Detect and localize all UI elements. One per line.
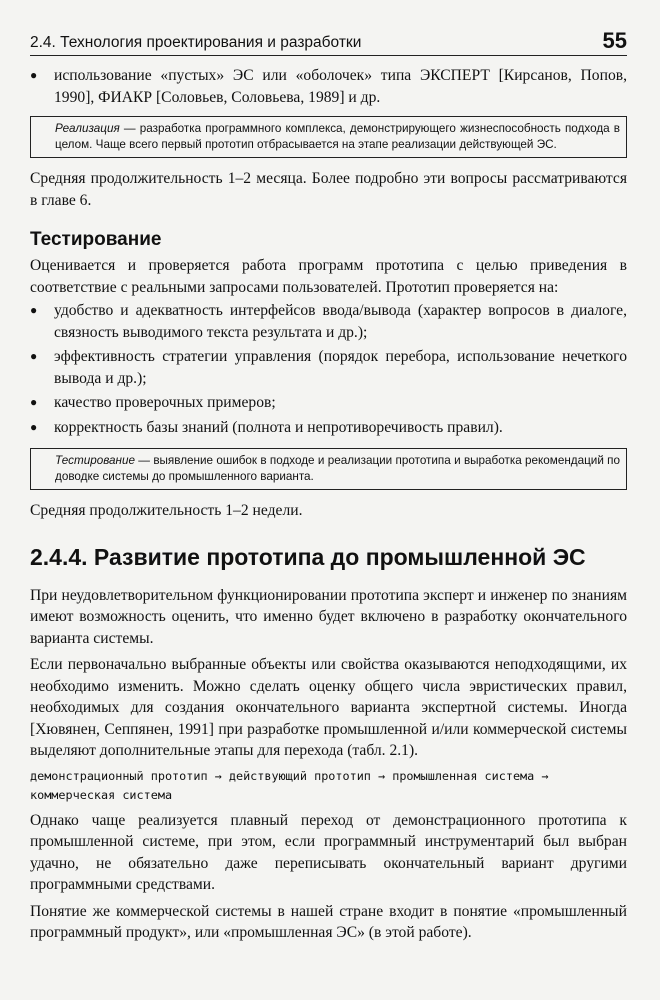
- running-header-title: 2.4. Технология проектирования и разработки: [30, 34, 362, 51]
- definition-text: — разработка программного комплекса, демонстрирующего жизнеспособность подхода в целом. Чаще всего первый прототип отбрасывается на этапе реализации действующей ЭС.: [55, 122, 620, 151]
- paragraph-testing-intro: Оценивается и проверяется работа программ прототипа с целью приведения в соответствие с реальными запросами пользователей. Прототип проверяется на:: [30, 257, 627, 296]
- paragraph-244-3: Однако чаще реализуется плавный переход от демонстрационного прототипа к промышленной системе, при этом, если программный инструментарий был выбран удачно, не обязательно даже переписывать окончательный вариант другими программными средствами.: [30, 811, 627, 893]
- definition-term: Реализация: [55, 122, 120, 135]
- section-heading-2-4-4: 2.4.4. Развитие прототипа до промышленной ЭС: [30, 543, 586, 570]
- paragraph-duration-1: Средняя продолжительность 1–2 месяца. Более подробно эти вопросы рассматриваются в главе 6.: [30, 170, 627, 209]
- list-item: ● удобство и адекватность интерфейсов ввода/вывода (характер вопросов в диалоге, связность выводимого текста результата и др.);: [30, 300, 627, 343]
- page-number: 55: [602, 28, 627, 53]
- testing-bullet-list: [30, 300, 627, 438]
- definition-box-testing: [30, 448, 627, 490]
- paragraph-244-4: Понятие же коммерческой системы в нашей стране входит в понятие «промышленный программный продукт», или «промышленная ЭС» (в этой работе).: [30, 902, 627, 941]
- definition-term: Тестирование: [55, 454, 135, 467]
- list-item: ● использование «пустых» ЭС или «оболочек» типа ЭКСПЕРТ [Кирсанов, Попов, 1990], ФИАКР [Соловьев, Соловьева, 1989] и др.: [30, 65, 627, 108]
- definition-text: — выявление ошибок в подходе и реализации прототипа и выработка рекомендаций по доводке системы до промышленного варианта.: [55, 454, 620, 483]
- running-header: [30, 28, 627, 56]
- section-heading-testing: Тестирование: [30, 229, 162, 250]
- top-bullet-list: [30, 65, 627, 108]
- paragraph-244-2: Если первоначально выбранные объекты или свойства оказываются неподходящими, их необходимо изменить. Можно сделать оценку общего числа эвристических правил, необходимых для создания окончательного варианта экспертной системы. Иногда [Хювянен, Сеппянен, 1991] при разработке промышленной и/или коммерческой системы выделяют дополнительные этапы для перехода (табл. 2.1).: [30, 656, 627, 759]
- list-item: ● эффективность стратегии управления (порядок перебора, использование нечеткого вывода и др.);: [30, 346, 627, 389]
- transition-chain: демонстрационный прототип → действующий прототип → промышленная система → коммерческая система: [30, 768, 549, 802]
- paragraph-duration-2: Средняя продолжительность 1–2 недели.: [30, 502, 303, 519]
- paragraph-244-1: При неудовлетворительном функционировании прототипа эксперт и инженер по знаниям имеют возможность оценить, что именно будет включено в разработку окончательного варианта системы.: [30, 586, 627, 647]
- list-item: ● корректность базы знаний (полнота и непротиворечивость правил).: [30, 417, 627, 439]
- definition-box-realization: [30, 116, 627, 158]
- document-page: [30, 28, 627, 944]
- list-item: ● качество проверочных примеров;: [30, 392, 627, 414]
